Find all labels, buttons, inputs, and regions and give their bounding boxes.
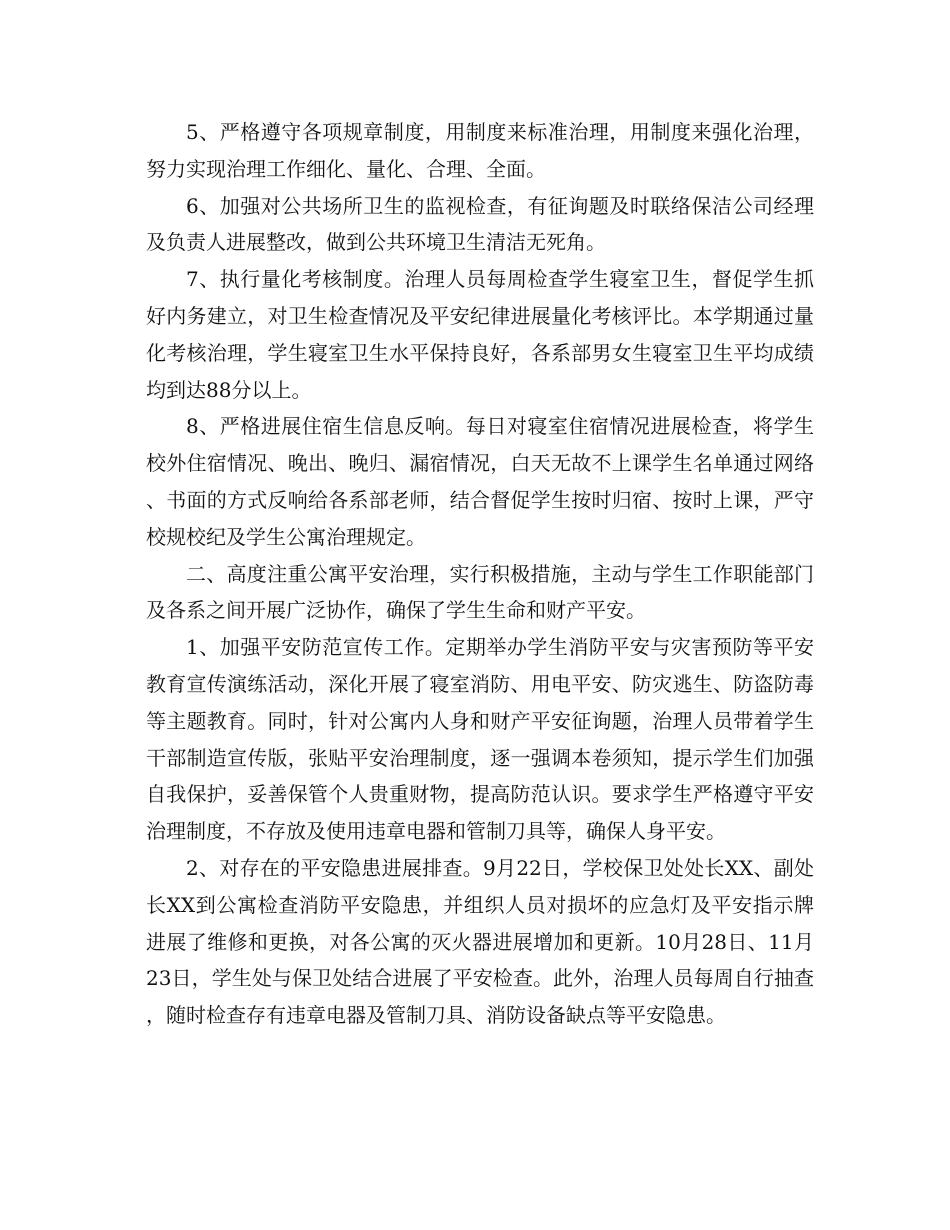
paragraph-quantitative-assessment: 7、执行量化考核制度。治理人员每周检查学生寝室卫生，督促学生抓好内务建立，对卫生检查情况及平安纪律进展量化考核评比。本学期通过量化考核治理，学生寝室卫生水平保持良好，各系部男女生寝室卫生平均成绩均到达88分以上。: [146, 267, 814, 402]
paragraph-rules-compliance: 5、严格遵守各项规章制度，用制度来标准治理，用制度来强化治理，努力实现治理工作细化、量化、合理、全面。: [146, 120, 814, 181]
paragraph-lodging-feedback: 8、严格进展住宿生信息反响。每日对寝室住宿情况进展检查，将学生校外住宿情况、晚出、晚归、漏宿情况，白天无故不上课学生名单通过网络、书面的方式反响给各系部老师，结合督促学生按时归宿、按时上课，严守校规校纪及学生公寓治理规定。: [146, 414, 814, 549]
paragraph-public-hygiene: 6、加强对公共场所卫生的监视检查，有征询题及时联络保洁公司经理及负责人进展整改，做到公共环境卫生清洁无死角。: [146, 193, 814, 255]
paragraph-safety-publicity: 1、加强平安防范宣传工作。定期举办学生消防平安与灾害预防等平安教育宣传演练活动，深化开展了寝室消防、用电平安、防灾逃生、防盗防毒等主题教育。同时，针对公寓内人身和财产平安征询题，治理人员带着学生干部制造宣传版，张贴平安治理制度，逐一强调本卷须知，提示学生们加强自我保护，妥善保管个人贵重财物，提高防范认识。要求学生严格遵守平安治理制度，不存放及使用违章电器和管制刀具等，确保人身平安。: [146, 635, 814, 844]
paragraph-hazard-inspection: 2、对存在的平安隐患进展排查。9月22日，学校保卫处处长XX、副处长XX到公寓检查消防平安隐患，并组织人员对损坏的应急灯及平安指示牌进展了维修和更换，对各公寓的灭火器进展增加和更新。10月28日、11月23日，学生处与保卫处结合进展了平安检查。此外，治理人员每周自行抽查，随时检查存有违章电器及管制刀具、消防设备缺点等平安隐患。: [146, 855, 814, 1028]
document-body: [146, 114, 814, 1034]
section-heading-dorm-safety: 二、高度注重公寓平安治理，实行积极措施，主动与学生工作职能部门及各系之间开展广泛协作，确保了学生生命和财产平安。: [146, 561, 814, 623]
